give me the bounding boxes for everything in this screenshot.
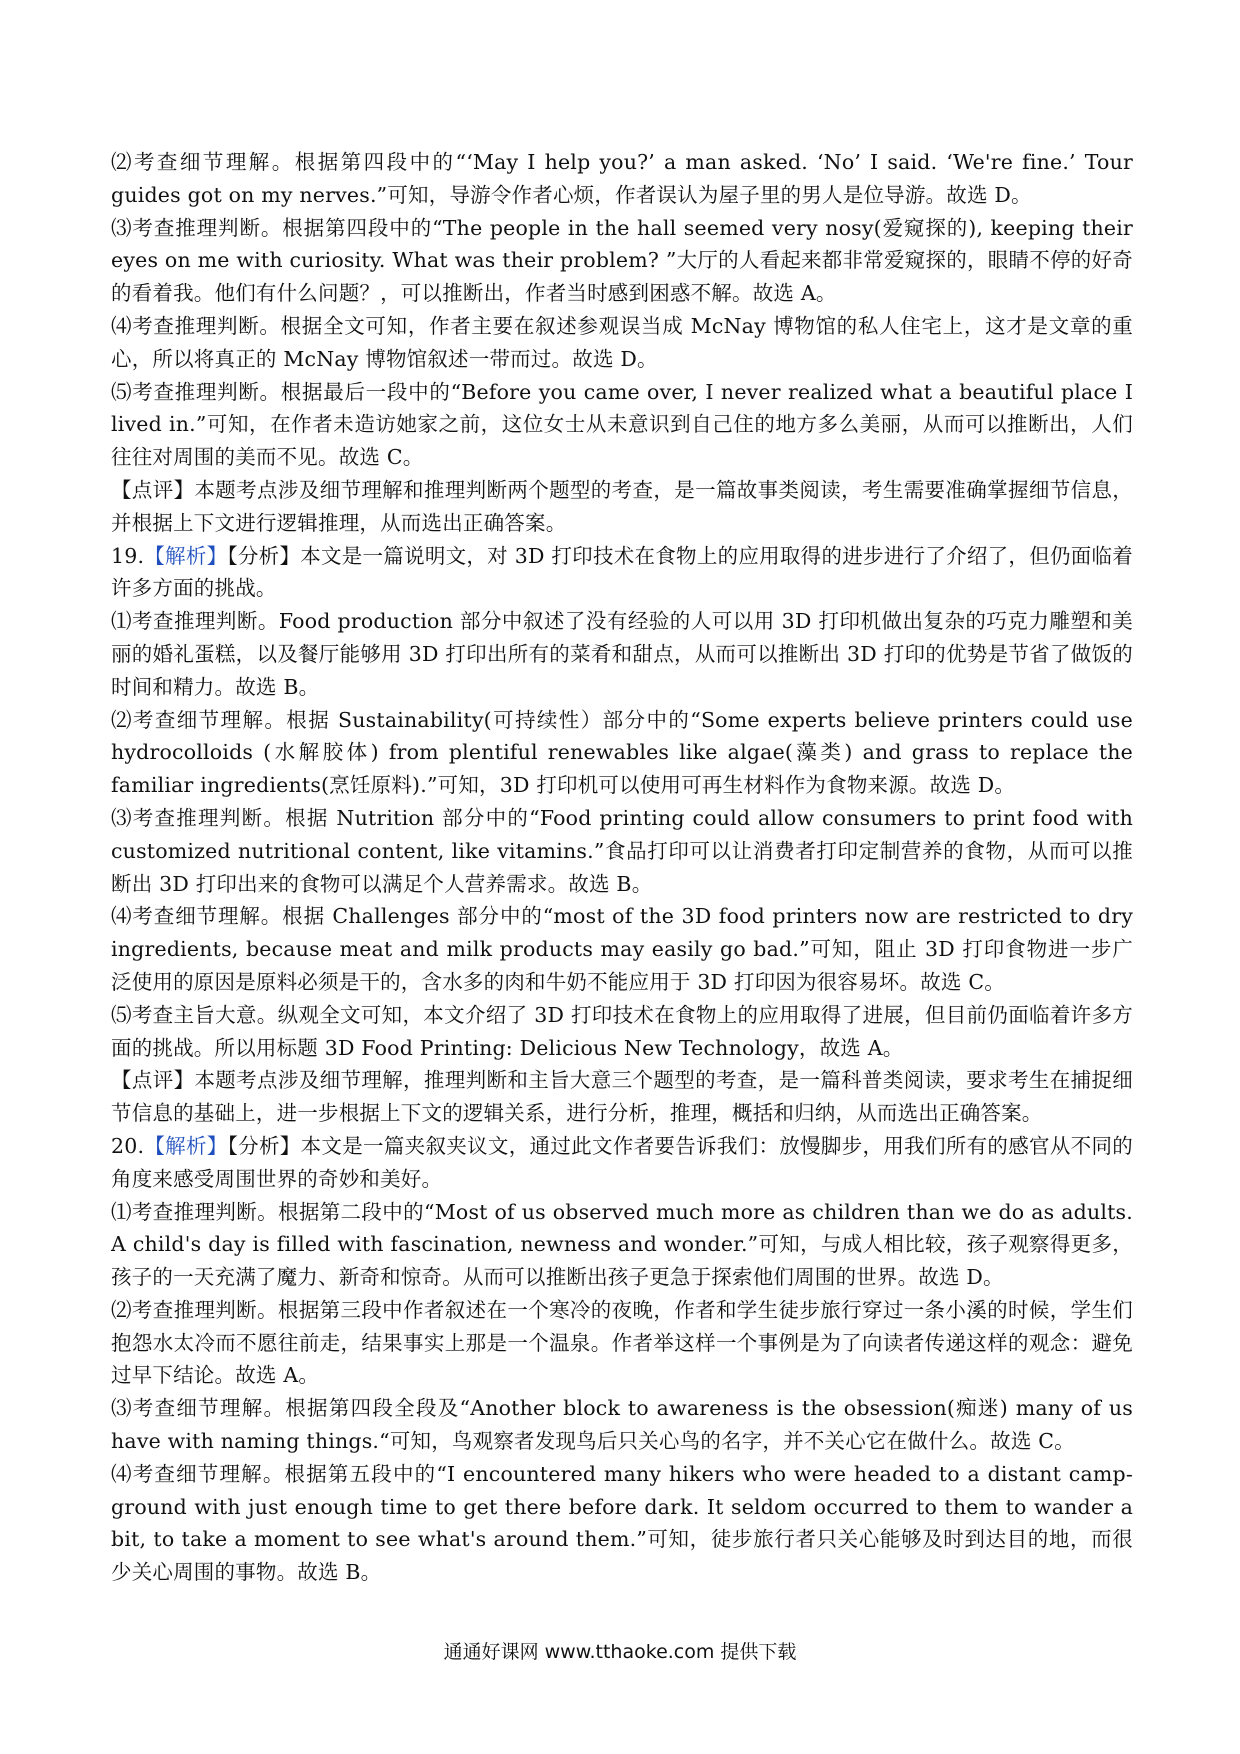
paragraph-text: ⑶考查推理判断。根据 Nutrition 部分中的“Food printing could allow consumers to print food with customized nutritional content, like vitamins.”食品打印可以让消费者打印定制营养的食物，从而可以推断出 3D 打印出来的食物可以满足个人营养需求。故选 B。 (111, 805, 1133, 896)
paragraph-text: ⑸考查主旨大意。纵观全文可知，本文介绍了 3D 打印技术在食物上的应用取得了进展，但目前仍面临着许多方面的挑战。所以用标题 3D Food Printing: Delicious New Technology，故选 A。 (111, 1002, 1133, 1060)
paragraph (111, 474, 1133, 540)
paragraph (111, 704, 1133, 802)
paragraph (111, 605, 1133, 703)
paragraph-text: ⑷考查细节理解。根据第五段中的“I encountered many hikers who were headed to a distant camp-ground with just enough time to get there before dark. It seldom occurred to them to wander a bit, to take a moment to see what's around them.”可知，徒步旅行者只关心能够及时到达目的地，而很少关心周围的事物。故选 B。 (111, 1461, 1133, 1585)
paragraph-text: ⑶考查推理判断。根据第四段中的“The people in the hall seemed very nosy(爱窥探的), keeping their eyes on me with curiosity. What was their problem? ”大厅的人看起来都非常爱窥探的，眼睛不停的好奇的看着我。他们有什么问题？，可以推断出，作者当时感到困惑不解。故选 A。 (111, 215, 1133, 306)
paragraph-text: 【点评】本题考点涉及细节理解和推理判断两个题型的考查，是一篇故事类阅读，考生需要准确掌握细节信息，并根据上下文进行逻辑推理，从而选出正确答案。 (111, 477, 1133, 535)
paragraph-text: ⑷考查细节理解。根据 Challenges 部分中的“most of the 3D food printers now are restricted to dry ingredients, because meat and milk products may easily go bad.”可知，阻止 3D 打印食物进一步广泛使用的原因是原料必须是干的，含水多的肉和牛奶不能应用于 3D 打印因为很容易坏。故选 C。 (111, 904, 1133, 994)
question-number: 19. (111, 543, 145, 568)
paragraph-text: ⑴考查推理判断。根据第二段中的“Most of us observed much more as children than we do as adults. A child's day is filled with fascination, newness and wonder.”可知，与成人相比较，孩子观察得更多，孩子的一天充满了魔力、新奇和惊奇。从而可以推断出孩子更急于探索他们周围的世界。故选 D。 (111, 1199, 1133, 1290)
paragraph (111, 310, 1133, 376)
paragraph-text: 【分析】本文是一篇说明文，对 3D 打印技术在食物上的应用取得的进步进行了介绍了，但仍面临着许多方面的挑战。 (111, 543, 1133, 601)
paragraph (111, 1294, 1133, 1392)
question-number: 20. (111, 1133, 145, 1158)
paragraph-text: ⑸考查推理判断。根据最后一段中的“Before you came over, I never realized what a beautiful place I lived in.”可知，在作者未造访她家之前，这位女士从未意识到自己住的地方多么美丽，从而可以推断出，人们往往对周围的美而不见。故选 C。 (111, 379, 1133, 470)
paragraph (111, 146, 1133, 212)
analysis-tag: 【解析】 (144, 1133, 228, 1158)
paragraph-text: 【分析】本文是一篇夹叙夹议文，通过此文作者要告诉我们：放慢脚步，用我们所有的感官从不同的角度来感受周围世界的奇妙和美好。 (111, 1133, 1133, 1191)
paragraph-text: ⑴考查推理判断。Food production 部分中叙述了没有经验的人可以用 3D 打印机做出复杂的巧克力雕塑和美丽的婚礼蛋糕，以及餐厅能够用 3D 打印出所有的菜肴和甜点，从而可以推断出 3D 打印的优势是节省了做饭的时间和精力。故选 B。 (111, 609, 1133, 699)
paragraph (111, 900, 1133, 998)
paragraph (111, 376, 1133, 474)
paragraph-text: ⑵考查细节理解。根据第四段中的“‘May I help you?’ a man asked. ‘No’ I said. ‘We're fine.’ Tour guides got on my nerves.”可知，导游令作者心烦，作者误认为屋子里的男人是位导游。故选 D。 (111, 150, 1133, 207)
paragraph-text: ⑵考查细节理解。根据 Sustainability(可持续性）部分中的“Some experts believe printers could use hydrocolloids (水解胶体) from plentiful renewables like algae(藻类) and grass to replace the familiar ingredients(烹饪原料).”可知，3D 打印机可以使用可再生材料作为食物来源。故选 D。 (111, 707, 1133, 798)
paragraph-text: 【点评】本题考点涉及细节理解，推理判断和主旨大意三个题型的考查，是一篇科普类阅读，要求考生在捕捉细节信息的基础上，进一步根据上下文的逻辑关系，进行分析，推理，概括和归纳，从而选出正确答案。 (111, 1068, 1133, 1126)
paragraph (111, 1392, 1133, 1458)
paragraph (111, 1458, 1133, 1589)
paragraph (111, 1196, 1133, 1294)
paragraph-text: ⑷考查推理判断。根据全文可知，作者主要在叙述参观误当成 McNay 博物馆的私人住宅上，这才是文章的重心，所以将真正的 McNay 博物馆叙述一带而过。故选 D。 (111, 313, 1133, 371)
paragraph (111, 802, 1133, 900)
paragraph-text: ⑵考查推理判断。根据第三段中作者叙述在一个寒冷的夜晚，作者和学生徒步旅行穿过一条小溪的时候，学生们抱怨水太冷而不愿往前走，结果事实上那是一个温泉。作者举这样一个事例是为了向读者传递这样的观念：避免过早下结论。故选 A。 (111, 1297, 1133, 1388)
paragraph (111, 999, 1133, 1065)
paragraph (111, 212, 1133, 310)
paragraph (111, 540, 1133, 606)
paragraph (111, 1064, 1133, 1130)
analysis-tag: 【解析】 (144, 543, 228, 568)
paragraph-text: ⑶考查细节理解。根据第四段全段及“Another block to awareness is the obsession(痴迷) many of us have with naming things.“可知，鸟观察者发现鸟后只关心鸟的名字，并不关心它在做什么。故选 C。 (111, 1396, 1133, 1454)
page-footer: 通通好课网 www.tthaoke.com 提供下载 (443, 1641, 797, 1663)
document-body (111, 146, 1133, 1589)
paragraph (111, 1130, 1133, 1196)
